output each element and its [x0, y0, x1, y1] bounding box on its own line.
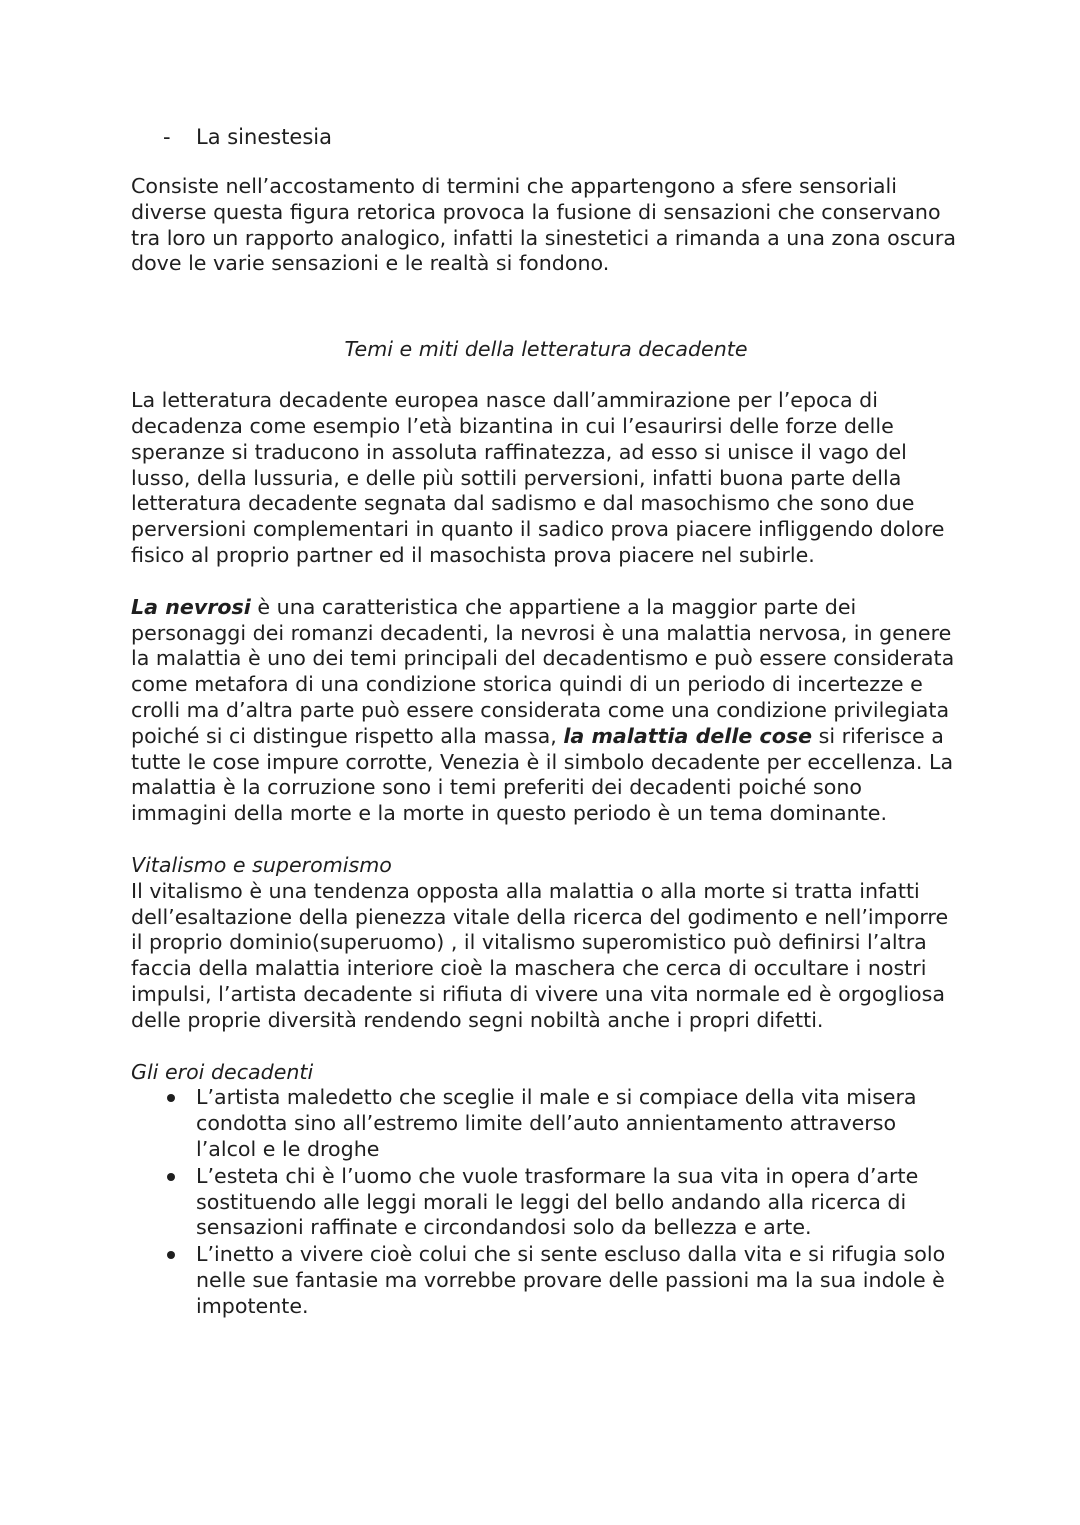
bullet-icon [167, 1173, 175, 1181]
list-item [131, 1242, 961, 1319]
section-title-temi: Temi e miti della letteratura decadente [344, 337, 748, 362]
list-item-text: L’artista maledetto che sceglie il male e si compiace della vita misera condotta sino all’estremo limite dell’auto annientamento attraverso l’alcol e le droghe [196, 1085, 917, 1161]
term-malattia-delle-cose: la malattia delle cose [563, 723, 813, 748]
spacer [131, 827, 961, 853]
document-page [131, 124, 961, 1320]
list-item [131, 1085, 961, 1162]
paragraph-vitalismo: Il vitalismo è una tendenza opposta alla malattia o alla morte si tratta infatti dell’esaltazione della pienezza vitale della ricerca del godimento e nell’imporre il proprio dominio(superuomo) , il vitalismo superomistico può definirsi l’altra faccia della malattia interiore cioè la maschera che cerca di occultare i nostri impulsi, l’artista decadente si rifiuta di vivere una vita normale ed è orgogliosa delle proprie diversità rendendo segni nobiltà anche i propri difetti. [131, 878, 949, 1032]
bullet-icon [167, 1094, 175, 1102]
bullet-icon [167, 1251, 175, 1259]
eroi-list [131, 1085, 961, 1319]
spacer [131, 1034, 961, 1060]
nevrosi-text-1: è una caratteristica che appartiene a la maggior parte dei personaggi dei romanzi decadenti, la nevrosi è una malattia nervosa, in genere la malattia è uno dei temi principali del decadentismo e può essere considerata come metafora di una condizione storica quindi di un periodo di incertezze e crolli ma d’altra parte può essere considerata come una condizione privilegiata poiché si ci distingue rispetto alla massa, [131, 594, 955, 748]
term-nevrosi: La nevrosi [131, 594, 251, 619]
nevrosi-text-2: si riferisce a tutte le cose impure corrotte, Venezia è il simbolo decadente per eccellenza. La malattia è la corruzione sono i temi preferiti dei decadenti poiché sono immagini della morte e la morte in questo periodo è un tema dominante. [131, 723, 954, 826]
paragraph-nevrosi [131, 595, 961, 827]
paragraph-letteratura-decadente: La letteratura decadente europea nasce dall’ammirazione per l’epoca di decadenza come esempio l’età bizantina in cui l’esaurirsi delle forze delle speranze si traducono in assoluta raffinatezza, ad esso si unisce il vago del lusso, della lussuria, e delle più sottili perversioni, infatti buona parte della letteratura decadente segnata dal sadismo e dal masochismo che sono due perversioni complementari in quanto il sadico prova piacere infliggendo dolore fisico al proprio partner ed il masochista prova piacere nel subirle. [131, 388, 945, 567]
list-item-text: L’esteta chi è l’uomo che vuole trasformare la sua vita in opera d’arte sostituendo alle leggi morali le leggi del bello andando alla ricerca di sensazioni raffinate e circondandosi solo da bellezza e arte. [196, 1163, 919, 1240]
spacer [131, 569, 961, 595]
subtitle-eroi-decadenti: Gli eroi decadenti [131, 1059, 314, 1084]
list-item [131, 1164, 961, 1241]
paragraph-sinestesia: Consiste nell’accostamento di termini che appartengono a sfere sensoriali diverse questa figura retorica provoca la fusione di sensazioni che conservano tra loro un rapporto analogico, infatti la sinestetici a rimanda a una zona oscura dove le varie sensazioni e le realtà si fondono. [131, 174, 956, 276]
section-heading-sinestesia [131, 124, 961, 150]
dash-marker: - [163, 125, 171, 149]
subtitle-vitalismo: Vitalismo e superomismo [131, 852, 392, 877]
heading-text: La sinestesia [196, 125, 332, 149]
list-item-text: L’inetto a vivere cioè colui che si sente escluso dalla vita e si rifugia solo nelle sue fantasie ma vorrebbe provare delle passioni ma la sua indole è impotente. [196, 1242, 946, 1318]
